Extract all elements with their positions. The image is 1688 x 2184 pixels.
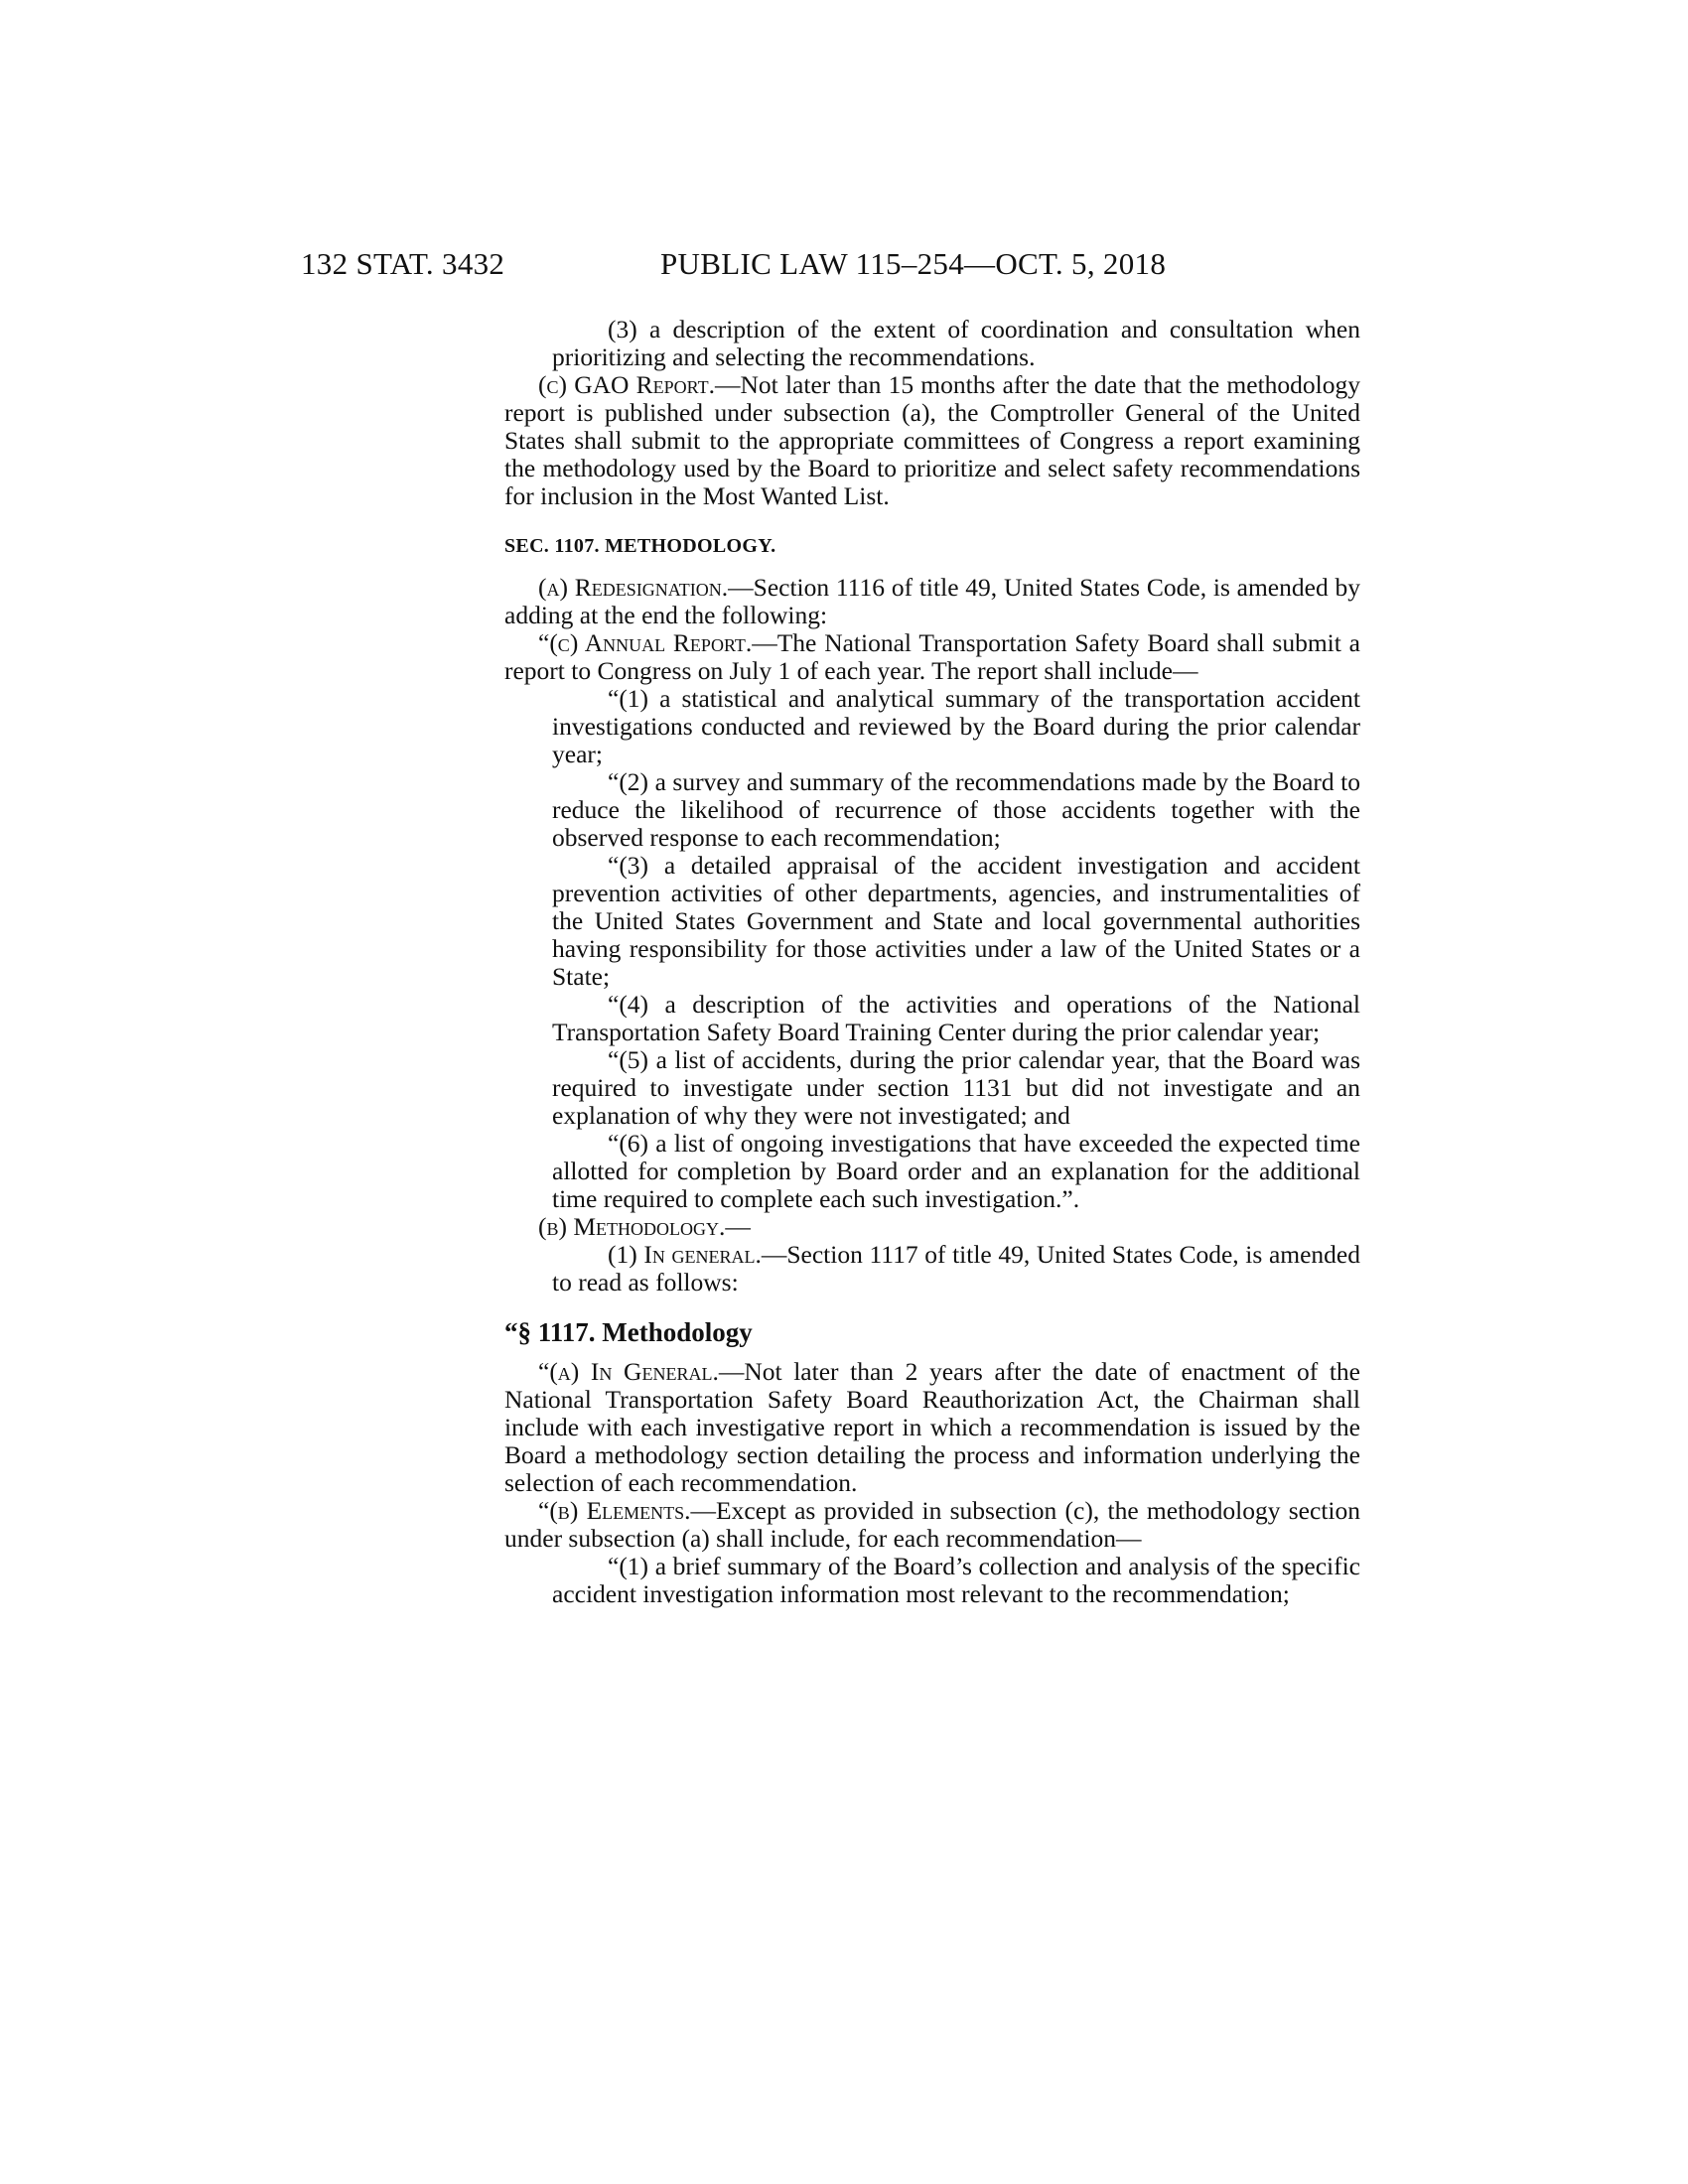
paragraph-gao-report [504, 371, 1360, 510]
annual-report-heading: “(c) Annual Report. [538, 628, 753, 657]
paragraph-in-general [504, 1241, 1360, 1297]
redesignation-text: —Section 1116 of title 49, United States Code, is amended by adding at the end the following: [504, 573, 1360, 629]
paragraph-annual-report [504, 629, 1360, 685]
document-body [504, 316, 1360, 1608]
methodology-dash: — [725, 1212, 751, 1241]
methodology-heading: (b) Methodology. [538, 1212, 726, 1241]
section-heading-1107: SEC. 1107. METHODOLOGY. [504, 535, 776, 557]
paragraph-1117-b-1: “(1) a brief summary of the Board’s collection and analysis of the specific accident investigation information most relevant to the recommendation; [552, 1552, 1360, 1608]
paragraph-1117-b [504, 1497, 1360, 1553]
gao-report-text: —Not later than 15 months after the date that the methodology report is published under subsection (a), the Comptroller General of the United States shall submit to the appropriate committees of Congress a report examining the methodology used by the Board to prioritize and select safety recommendations for inclusion in the Most Wanted List. [504, 370, 1360, 510]
section-heading-1117: “§ 1117. Methodology [504, 1317, 753, 1347]
annual-report-item-1: “(1) a statistical and analytical summary of the transportation accident investigations conducted and reviewed by the Board during the prior calendar year; [552, 684, 1360, 768]
in-general-heading: (1) In general. [608, 1240, 762, 1269]
annual-report-text: —The National Transportation Safety Board shall submit a report to Congress on July 1 of each year. The report shall include— [504, 628, 1360, 685]
paragraph-3-coordination: (3) a description of the extent of coordination and consultation when prioritizing and selecting the recommendations. [552, 315, 1360, 371]
redesignation-heading: (a) Redesignation. [538, 573, 729, 602]
section-1117-a-heading: “(a) In General. [538, 1357, 719, 1386]
gao-report-heading: (c) GAO Report. [538, 370, 715, 399]
page-header [301, 246, 1393, 290]
annual-report-item-4: “(4) a description of the activities and operations of the National Transportation Safety Board Training Center during the prior calendar year; [552, 990, 1360, 1046]
public-law-heading: PUBLIC LAW 115–254—OCT. 5, 2018 [660, 246, 1167, 281]
statute-page-number: 132 STAT. 3432 [301, 246, 505, 281]
paragraph-redesignation [504, 574, 1360, 629]
annual-report-item-2: “(2) a survey and summary of the recommendations made by the Board to reduce the likelihood of recurrence of those accidents together with the observed response to each recommendation; [552, 767, 1360, 852]
annual-report-item-6: “(6) a list of ongoing investigations that have exceeded the expected time allotted for completion by Board order and an explanation for the additional time required to complete each such investigation.”. [552, 1129, 1360, 1213]
paragraph-1117-a [504, 1358, 1360, 1497]
section-1117-b-heading: “(b) Elements. [538, 1496, 691, 1525]
section-1117-b-text: —Except as provided in subsection (c), the methodology section under subsection (a) shall include, for each recommendation— [504, 1496, 1360, 1553]
annual-report-item-5: “(5) a list of accidents, during the prior calendar year, that the Board was required to investigate under section 1131 but did not investigate and an explanation of why they were not investigated; and [552, 1045, 1360, 1130]
section-1117-a-text: —Not later than 2 years after the date of enactment of the National Transportation Safety Board Reauthorization Act, the Chairman shall include with each investigative report in which a recommendation is issued by the Board a methodology section detailing the process and information underlying the selection of each recommendation. [504, 1357, 1360, 1497]
paragraph-methodology [504, 1213, 1360, 1241]
annual-report-item-3: “(3) a detailed appraisal of the accident investigation and accident prevention activities of other departments, agencies, and instrumentalities of the United States Government and State and local governmental authorities having responsibility for those activities under a law of the United States or a State; [552, 851, 1360, 991]
in-general-text: —Section 1117 of title 49, United States Code, is amended to read as follows: [552, 1240, 1360, 1297]
